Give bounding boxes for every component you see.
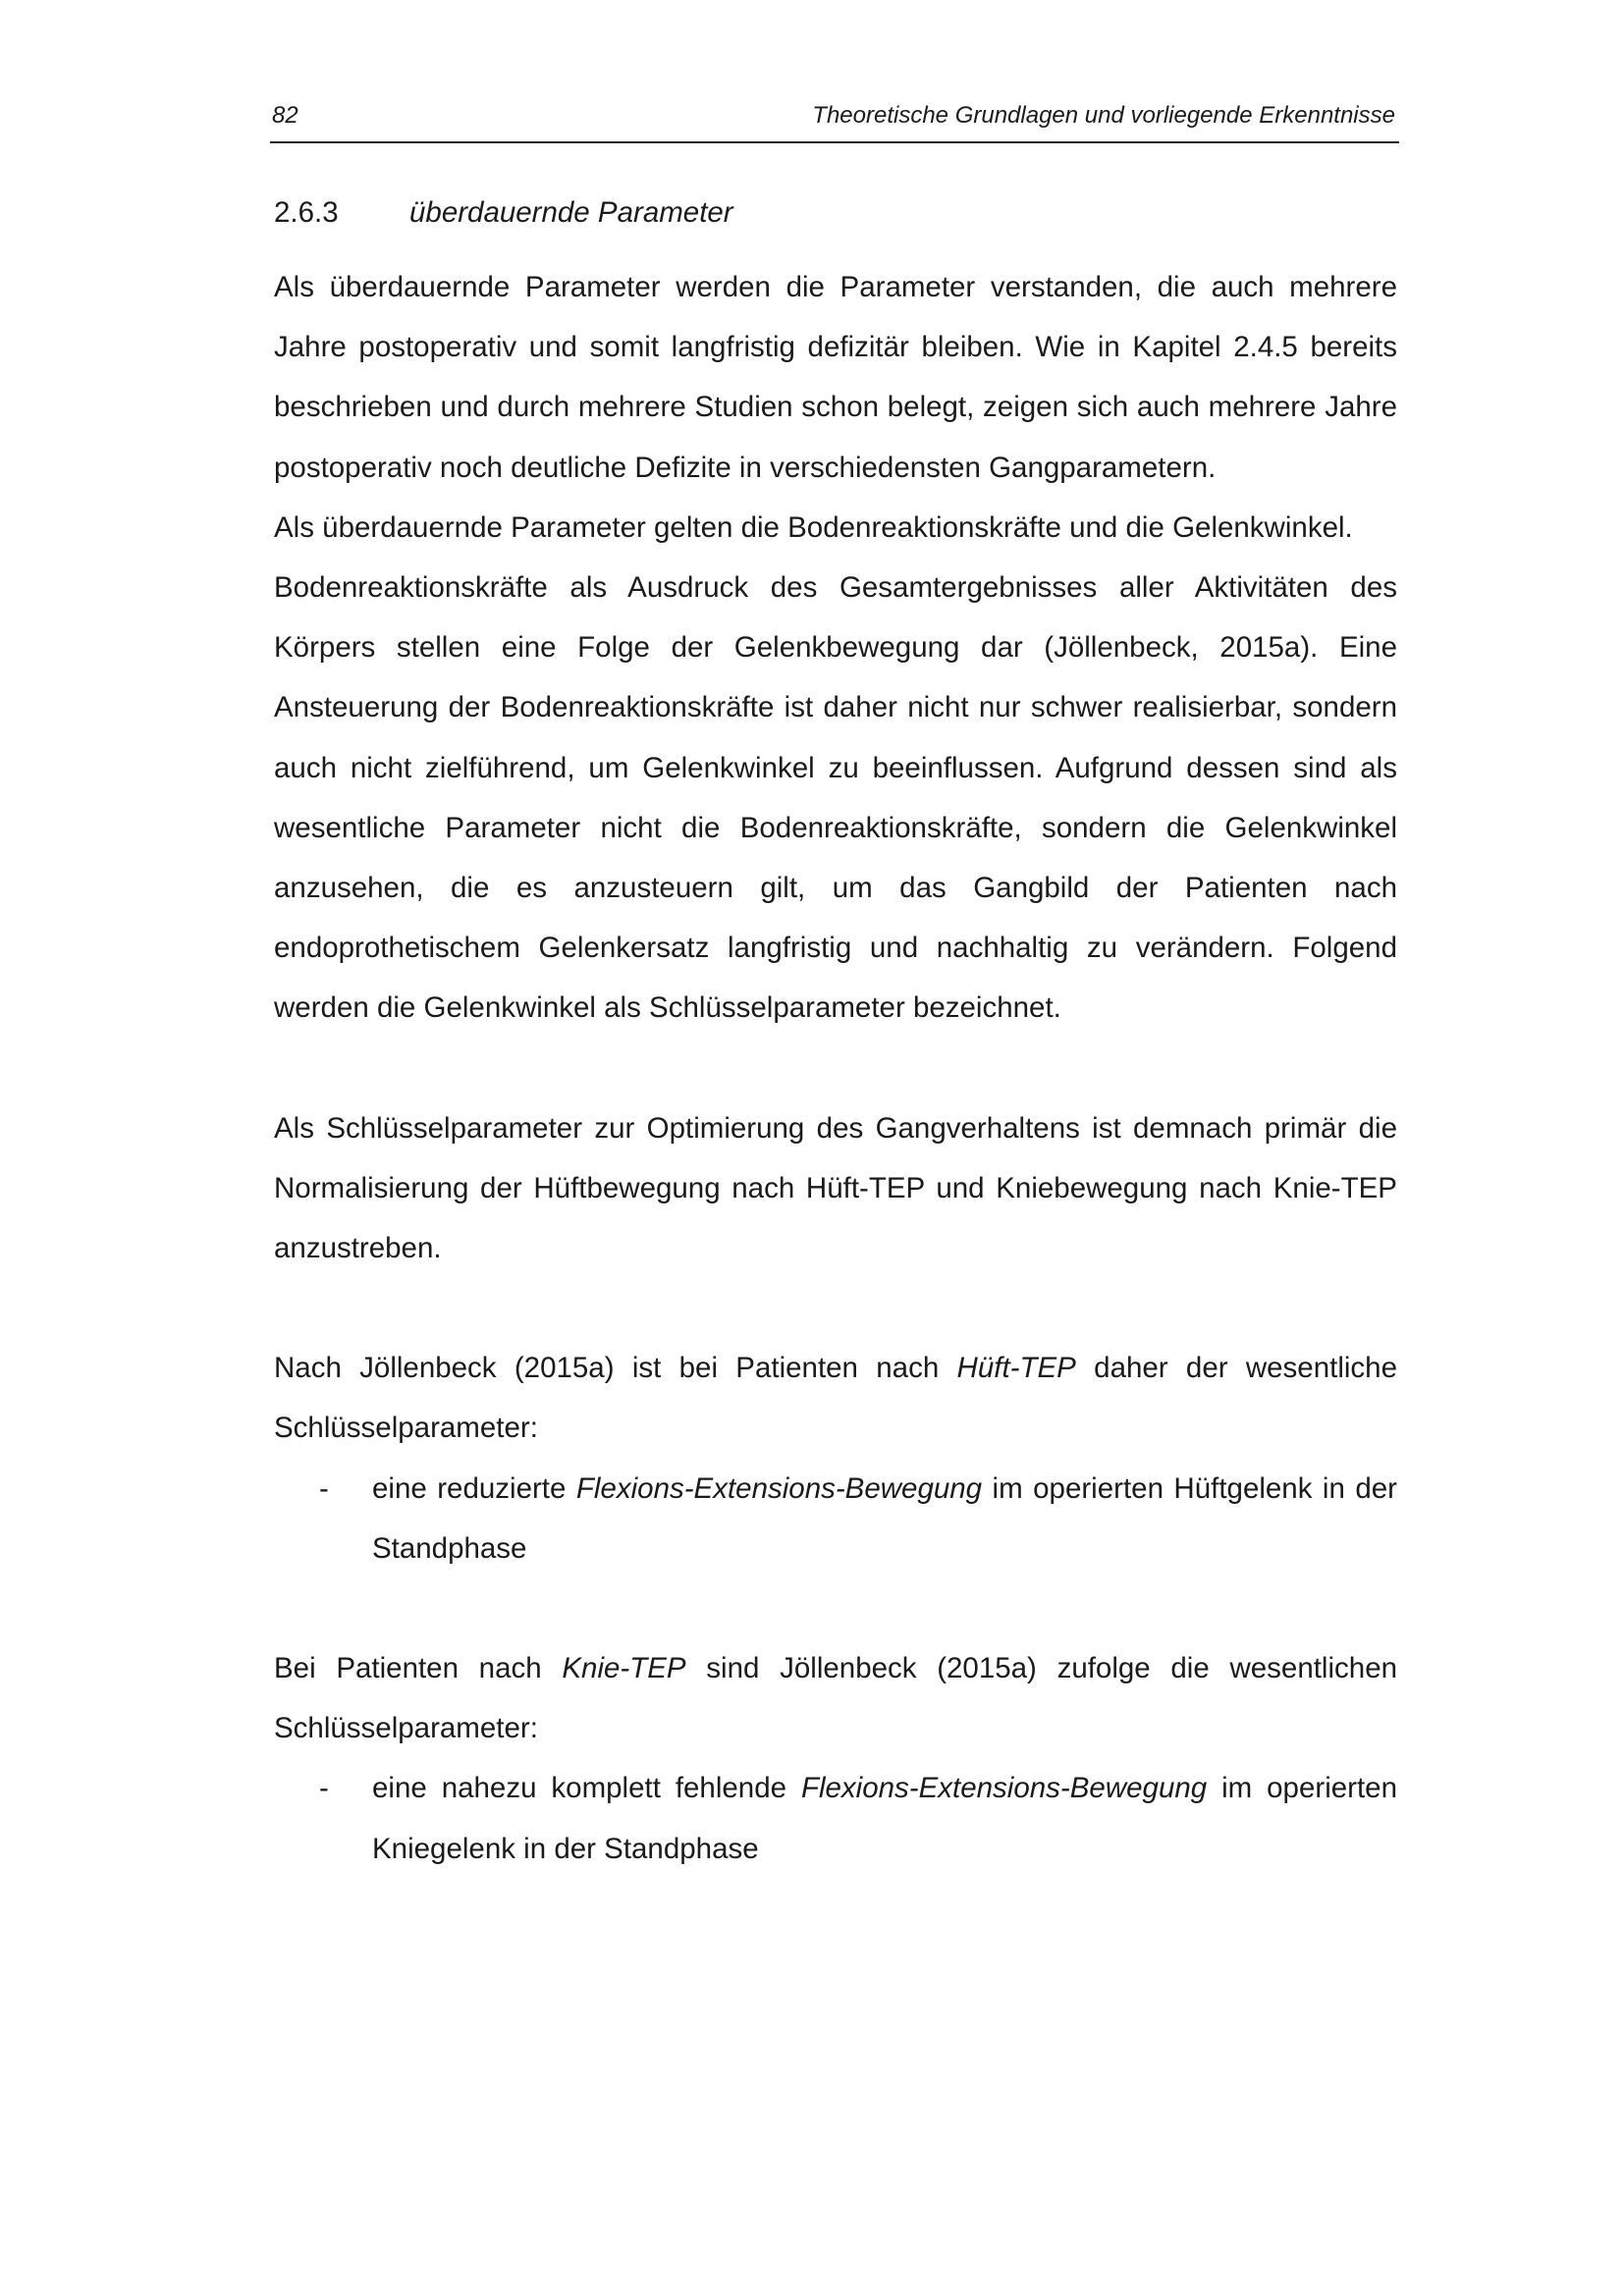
list-item-hip (274, 1459, 1397, 1578)
paragraph-5 (274, 1338, 1397, 1458)
list-item-hip-text-b: im operierten Hüftgelenk in der Standphase (372, 1471, 1397, 1565)
page-number: 82 (272, 102, 298, 129)
paragraph-5-text-a: Nach Jöllenbeck (2015a) ist bei Patienten nach (274, 1352, 957, 1385)
paragraph-5-emphasis: Hüft-TEP (956, 1352, 1076, 1385)
spacer (274, 1278, 1397, 1338)
dash-bullet: - (319, 1772, 329, 1805)
paragraph-6-emphasis: Knie-TEP (562, 1652, 686, 1685)
spacer (274, 1578, 1397, 1638)
main-content (274, 183, 1397, 1879)
dash-bullet: - (319, 1471, 329, 1505)
list-item-hip-emphasis: Flexions-Extensions-Bewegung (575, 1471, 983, 1505)
paragraph-6-text-a: Bei Patienten nach (274, 1652, 563, 1685)
paragraph-2: Als überdauernde Parameter gelten die Bodenreaktionskräfte und die Gelenkwinkel. (274, 510, 1353, 544)
page-header (270, 98, 1399, 143)
section-title: überdauernde Parameter (409, 196, 733, 229)
paragraph-6-text-b: sind Jöllenbeck (2015a) zufolge die wesentlichen Schlüsselparameter: (274, 1652, 1398, 1745)
paragraph-3: Bodenreaktionskräfte als Ausdruck des Gesamtergebnisses aller Aktivitäten des Körpers stellen eine Folge der Gelenkbewegung dar (Jöllenbeck, 2015a). Eine Ansteuerung der Bodenreaktionskräfte ist daher nicht nur schwer realisierbar, sondern auch nicht zielführend, um Gelenkwinkel zu beeinflussen. Aufgrund dessen sind als wesentliche Parameter nicht die Bodenreaktionskräfte, sondern die Gelenkwinkel anzusehen, die es anzusteuern gilt, um das Gangbild der Patienten nach endoprothetischem Gelenkersatz langfristig und nachhaltig zu verändern. Folgend werden die Gelenkwinkel als Schlüsselparameter bezeichnet. (274, 571, 1397, 1025)
paragraph-1: Als überdauernde Parameter werden die Parameter verstanden, die auch mehrere Jahre postoperativ und somit langfristig defizitär bleiben. Wie in Kapitel 2.4.5 bereits beschrieben und durch mehrere Studien schon belegt, zeigen sich auch mehrere Jahre postoperativ noch deutliche Defizite in verschiedensten Gangparametern. (274, 271, 1397, 484)
paragraph-5-text-b: daher der wesentliche Schlüsselparameter: (274, 1352, 1397, 1445)
section-number: 2.6.3 (274, 196, 339, 229)
running-title: Theoretische Grundlagen und vorliegende Erkenntnisse (812, 102, 1395, 129)
list-item-knee (274, 1758, 1397, 1878)
section-heading (274, 183, 1397, 243)
list-item-knee-emphasis: Flexions-Extensions-Bewegung (800, 1772, 1208, 1805)
list-item-knee-text-b: im operierten Kniegelenk in der Standphase (372, 1772, 1397, 1865)
list-item-hip-text-a: eine reduzierte (372, 1471, 576, 1505)
spacer (274, 1039, 1397, 1098)
list-item-knee-text-a: eine nahezu komplett fehlende (372, 1772, 801, 1805)
paragraph-6 (274, 1638, 1397, 1758)
paragraph-4: Als Schlüsselparameter zur Optimierung des Gangverhaltens ist demnach primär die Normalisierung der Hüftbewegung nach Hüft-TEP und Kniebewegung nach Knie-TEP anzustreben. (274, 1111, 1397, 1265)
